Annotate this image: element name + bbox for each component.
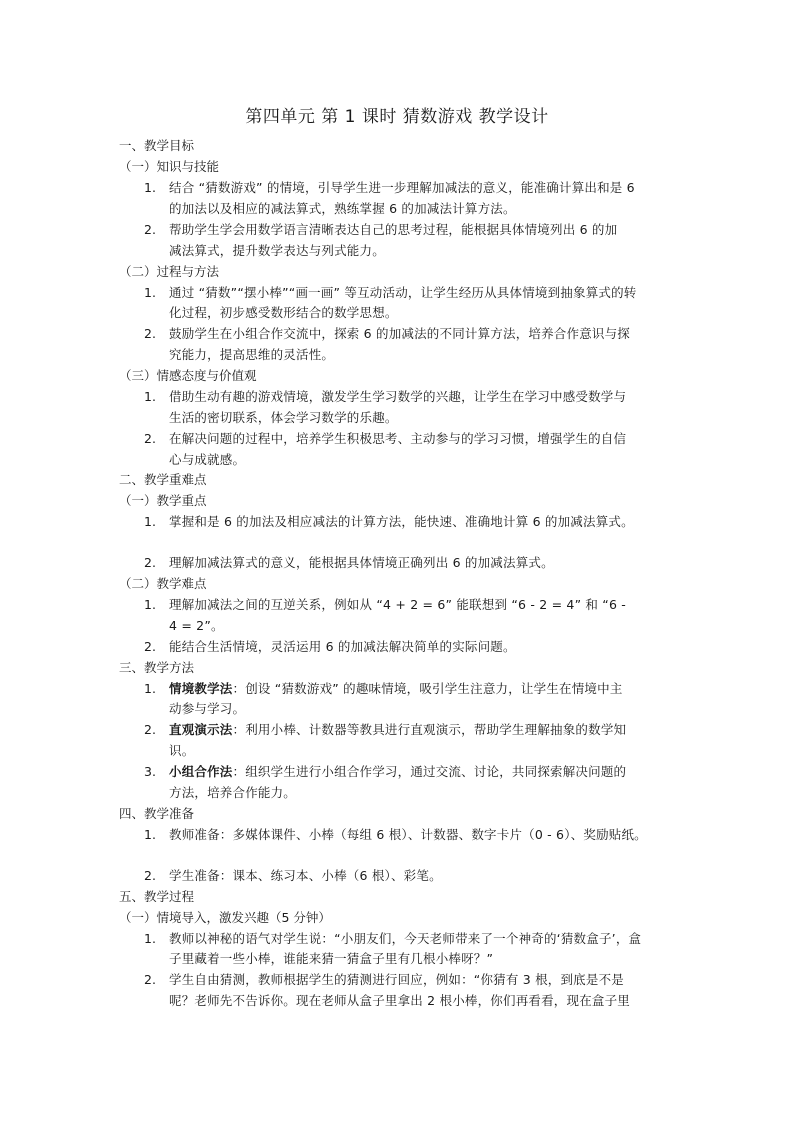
- subsection-heading: （一）情境导入，激发兴趣（5 分钟）: [119, 910, 331, 925]
- list-number: 1.: [144, 285, 156, 300]
- subsection-heading: （一）教学重点: [119, 493, 207, 508]
- list-item-line: [169, 721, 626, 738]
- list-item-line: 识。: [169, 743, 195, 758]
- list-item-line: 鼓励学生在小组合作交流中，探索 6 的加减法的不同计算方法，培养合作意识与探: [169, 326, 631, 341]
- list-item-line: 化过程，初步感受数形结合的数学思想。: [169, 305, 398, 320]
- list-number: 1.: [144, 180, 156, 195]
- list-number: 2.: [144, 431, 156, 446]
- list-number: 1.: [144, 681, 156, 696]
- list-number: 1.: [144, 827, 156, 842]
- list-number: 1.: [144, 389, 156, 404]
- list-item-line: 在解决问题的过程中，培养学生积极思考、主动参与的学习习惯，增强学生的自信: [169, 431, 627, 446]
- list-number: 2.: [144, 868, 156, 883]
- method-description: ：利用小棒、计数器等教具进行直观演示，帮助学生理解抽象的数学知: [232, 722, 627, 737]
- list-item-line: 教师以神秘的语气对学生说：“小朋友们，今天老师带来了一个神奇的‘猜数盒子’，盒: [169, 931, 642, 946]
- list-item-line: 借助生动有趣的游戏情境，激发学生学习数学的兴趣，让学生在学习中感受数学与: [169, 389, 627, 404]
- list-item-line: 动参与学习。: [169, 701, 246, 716]
- list-item-line: 方法，培养合作能力。: [169, 785, 297, 800]
- method-description: ：组织学生进行小组合作学习，通过交流、讨论，共同探索解决问题的: [232, 764, 627, 779]
- list-item-line: 心与成就感。: [169, 452, 246, 467]
- section-heading: 二、教学重难点: [119, 472, 207, 487]
- list-number: 2.: [144, 326, 156, 341]
- list-number: 2.: [144, 639, 156, 654]
- list-item-line: 结合 “猜数游戏” 的情境，引导学生进一步理解加减法的意义，能准确计算出和是 6: [169, 180, 635, 195]
- list-item-line: 子里藏着一些小棒，谁能来猜一猜盒子里有几根小棒呀？”: [169, 951, 494, 966]
- list-number: 2.: [144, 222, 156, 237]
- list-item-line: 学生准备：课本、练习本、小棒（6 根）、彩笔。: [169, 868, 442, 883]
- document-title: 第四单元 第 1 课时 猜数游戏 教学设计: [245, 107, 549, 127]
- list-item-line: 4 = 2”。: [169, 618, 224, 633]
- method-name: 小组合作法: [169, 764, 233, 779]
- subsection-heading: （二）过程与方法: [119, 264, 220, 279]
- list-number: 1.: [144, 514, 156, 529]
- section-heading: 五、教学过程: [119, 889, 195, 904]
- list-item-line: 的加法以及相应的减法算式，熟练掌握 6 的加减法计算方法。: [169, 201, 516, 216]
- method-name: 情境教学法: [169, 681, 233, 696]
- list-number: 2.: [144, 555, 156, 570]
- section-heading: 一、教学目标: [119, 138, 195, 153]
- subsection-heading: （三）情感态度与价值观: [119, 368, 257, 383]
- list-item-line: 究能力，提高思维的灵活性。: [169, 347, 335, 362]
- section-heading: 三、教学方法: [119, 660, 195, 675]
- list-number: 2.: [144, 722, 156, 737]
- list-item-line: 通过 “猜数”“摆小棒”“画一画” 等互动活动，让学生经历从具体情境到抽象算式的转: [169, 285, 637, 300]
- list-item-line: 呢？老师先不告诉你。现在老师从盒子里拿出 2 根小棒，你们再看看，现在盒子里: [169, 993, 631, 1008]
- list-number: 1.: [144, 597, 156, 612]
- list-item-line: 帮助学生学会用数学语言清晰表达自己的思考过程，能根据具体情境列出 6 的加: [169, 222, 618, 237]
- list-number: 3.: [144, 764, 156, 779]
- list-item-line: 教师准备：多媒体课件、小棒（每组 6 根）、计数器、数字卡片（0 - 6）、奖励贴纸。: [169, 827, 647, 842]
- list-item-line: 减法算式，提升数学表达与列式能力。: [169, 243, 385, 258]
- method-description: ：创设 “猜数游戏” 的趣味情境，吸引学生注意力，让学生在情境中主: [232, 681, 623, 696]
- method-name: 直观演示法: [169, 722, 233, 737]
- list-item-line: [169, 680, 623, 697]
- subsection-heading: （一）知识与技能: [119, 159, 220, 174]
- list-item-line: [169, 763, 626, 780]
- list-item-line: 学生自由猜测，教师根据学生的猜测进行回应，例如：“你猜有 3 根，到底是不是: [169, 972, 624, 987]
- list-item-line: 掌握和是 6 的加法及相应减法的计算方法，能快速、准确地计算 6 的加减法算式。: [169, 514, 634, 529]
- subsection-heading: （二）教学难点: [119, 576, 207, 591]
- list-item-line: 理解加减法算式的意义，能根据具体情境正确列出 6 的加减法算式。: [169, 555, 554, 570]
- list-number: 1.: [144, 931, 156, 946]
- list-item-line: 生活的密切联系，体会学习数学的乐趣。: [169, 410, 398, 425]
- list-number: 2.: [144, 972, 156, 987]
- section-heading: 四、教学准备: [119, 806, 195, 821]
- list-item-line: 理解加减法之间的互逆关系，例如从 “4 + 2 = 6” 能联想到 “6 - 2 = 4” 和 “6 -: [169, 597, 627, 612]
- list-item-line: 能结合生活情境，灵活运用 6 的加减法解决简单的实际问题。: [169, 639, 516, 654]
